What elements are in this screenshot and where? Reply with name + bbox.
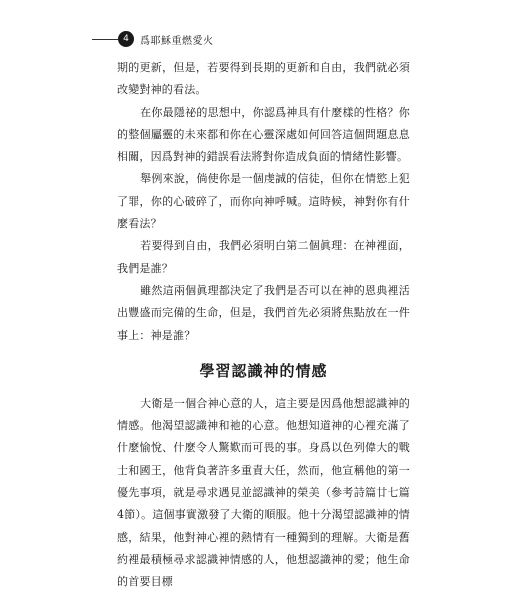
- body-text: [117, 57, 410, 594]
- paragraph: 大衛是一個合神心意的人，這主要是因爲他想認識神的情感。他渴望認識神和祂的心意。他想知道神的心裡充滿了什麼愉悅、什麼令人驚歎而可畏的事。身爲以色列偉大的戰士和國王，他背負著許多重責大任，然而，他宣稱他的第一優先事項，就是尋求遇見並認識神的榮美（參考詩篇廿七篇4節）。這個事實激發了大衛的順服。他十分渴望認識神的情感，結果，他對神心裡的熱情有一種獨到的理解。大衛是舊約裡最積極尋求認識神情感的人，他想認識神的愛；他生命的首要目標: [117, 396, 410, 589]
- section-heading: 學習認識神的情感: [199, 361, 328, 380]
- running-title: 爲耶穌重燃愛火: [140, 35, 214, 47]
- header-rule: [92, 39, 118, 40]
- paragraph: 雖然這兩個眞理都決定了我們是否可以在神的恩典裡活出豐盛而完備的生命，但是，我們首先必須將焦點放在一件事上：神是誰？: [117, 283, 410, 342]
- paragraph: 舉例來說，倘使你是一個虔誠的信徒，但你在情慾上犯了罪，你的心破碎了，而你向神呼喊。這時候，神對你有什麼看法？: [117, 172, 410, 231]
- paragraph: 期的更新，但是，若要得到長期的更新和自由，我們就必須改變對神的看法。: [117, 61, 410, 97]
- running-header: [92, 29, 214, 49]
- page-number-badge: 4: [118, 31, 134, 47]
- paragraph: 在你最隱祕的思想中，你認爲神具有什麼樣的性格？你的整個屬靈的未來都和你在心靈深處如何回答這個問題息息相關，因爲對神的錯誤看法將對你造成負面的情緒性影響。: [117, 105, 410, 164]
- paragraph: 若要得到自由，我們必須明白第二個眞理：在神裡面，我們是誰？: [117, 239, 410, 275]
